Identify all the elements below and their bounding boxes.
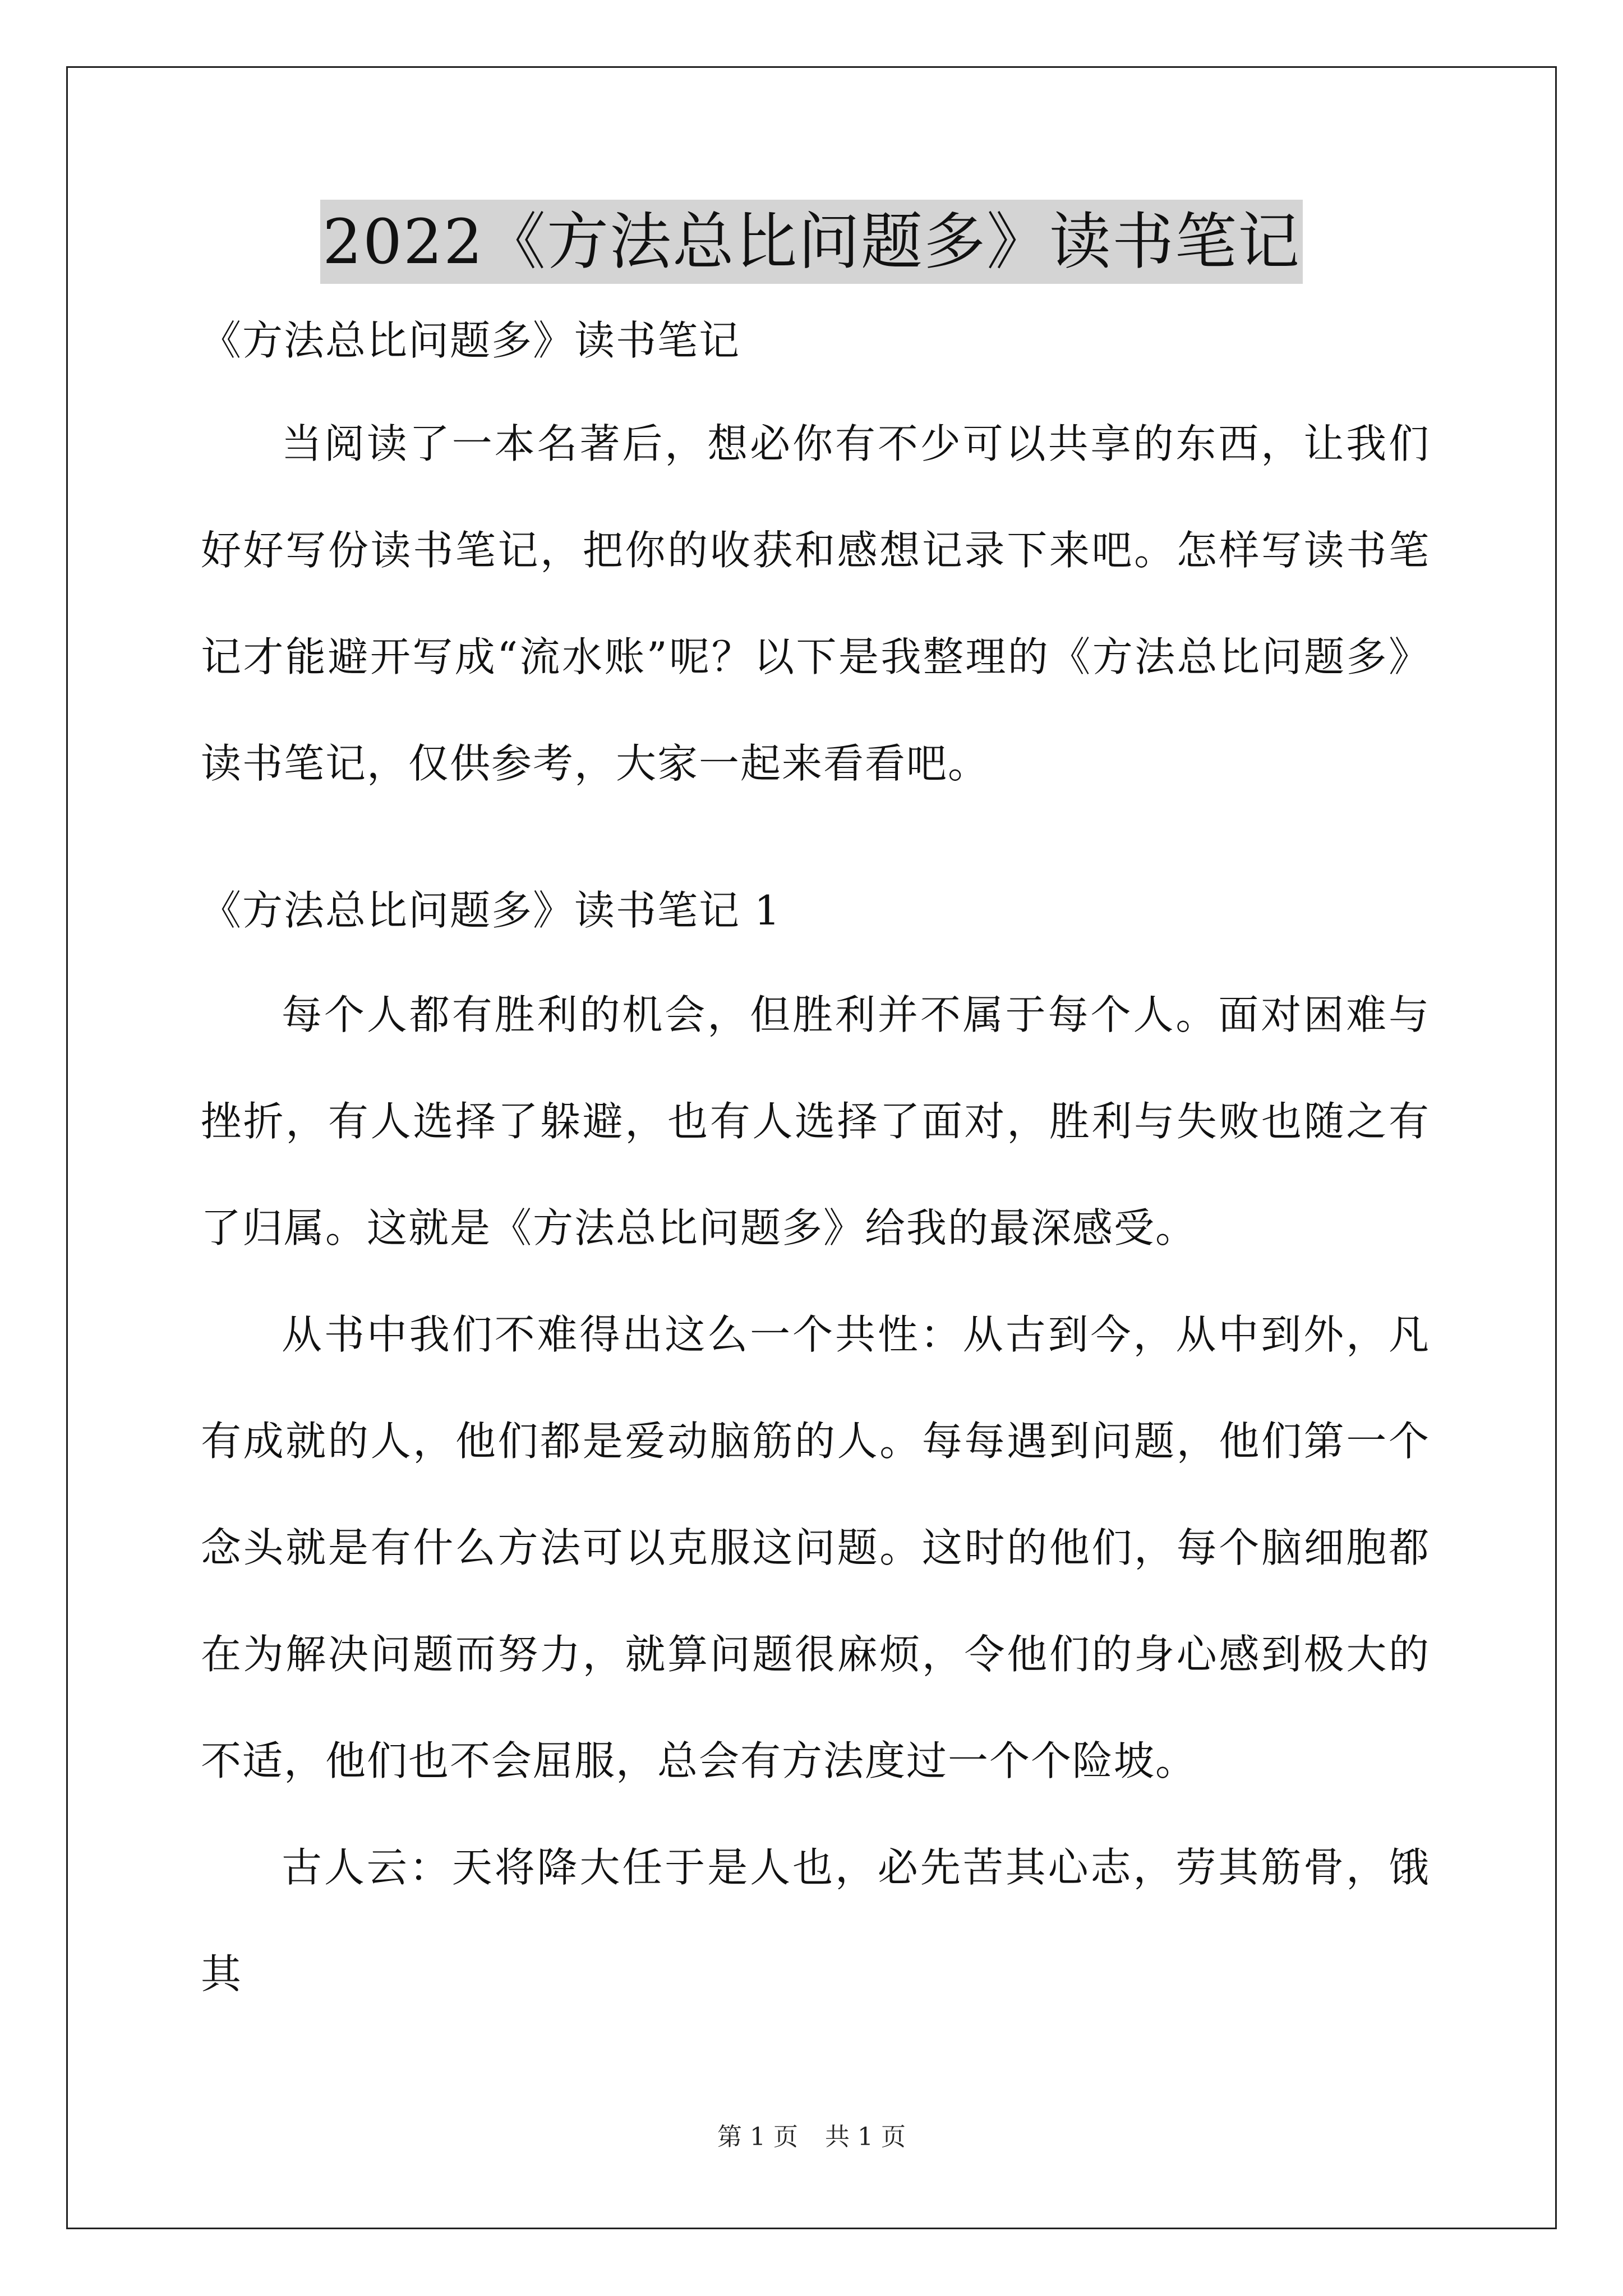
- page-number: 第 1 页: [717, 2123, 798, 2151]
- title-container: [0, 200, 1623, 284]
- body-paragraph: 从书中我们不难得出这么一个共性：从古到今，从中到外，凡有成就的人，他们都是爱动脑筋的人。每每遇到问题，他们第一个念头就是有什么方法可以克服这问题。这时的他们，每个脑细胞都在为解决问题而努力，就算问题很麻烦，令他们的身心感到极大的不适，他们也不会屈服，总会有方法度过一个个险坡。: [201, 1311, 1430, 1784]
- page-footer: [0, 2120, 1623, 2154]
- section-spacer: [201, 817, 1430, 884]
- document-body: [201, 314, 1430, 2027]
- document-subtitle: 《方法总比问题多》读书笔记: [201, 317, 741, 364]
- page-title: 2022《方法总比问题多》读书笔记: [320, 200, 1303, 284]
- intro-paragraph: 当阅读了一本名著后，想必你有不少可以共享的东西，让我们好好写份读书笔记，把你的收获和感想记录下来吧。怎样写读书笔记才能避开写成“流水账”呢？以下是我整理的《方法总比问题多》读书笔记，仅供参考，大家一起来看看吧。: [201, 420, 1430, 787]
- section-heading: 《方法总比问题多》读书笔记 1: [201, 887, 781, 934]
- body-paragraph: 古人云：天将降大任于是人也，必先苦其心志，劳其筋骨，饿其: [201, 1844, 1430, 1998]
- page-total: 共 1 页: [825, 2123, 906, 2151]
- body-paragraph: 每个人都有胜利的机会，但胜利并不属于每个人。面对困难与挫折，有人选择了躲避，也有人选择了面对，胜利与失败也随之有了归属。这就是《方法总比问题多》给我的最深感受。: [201, 991, 1430, 1251]
